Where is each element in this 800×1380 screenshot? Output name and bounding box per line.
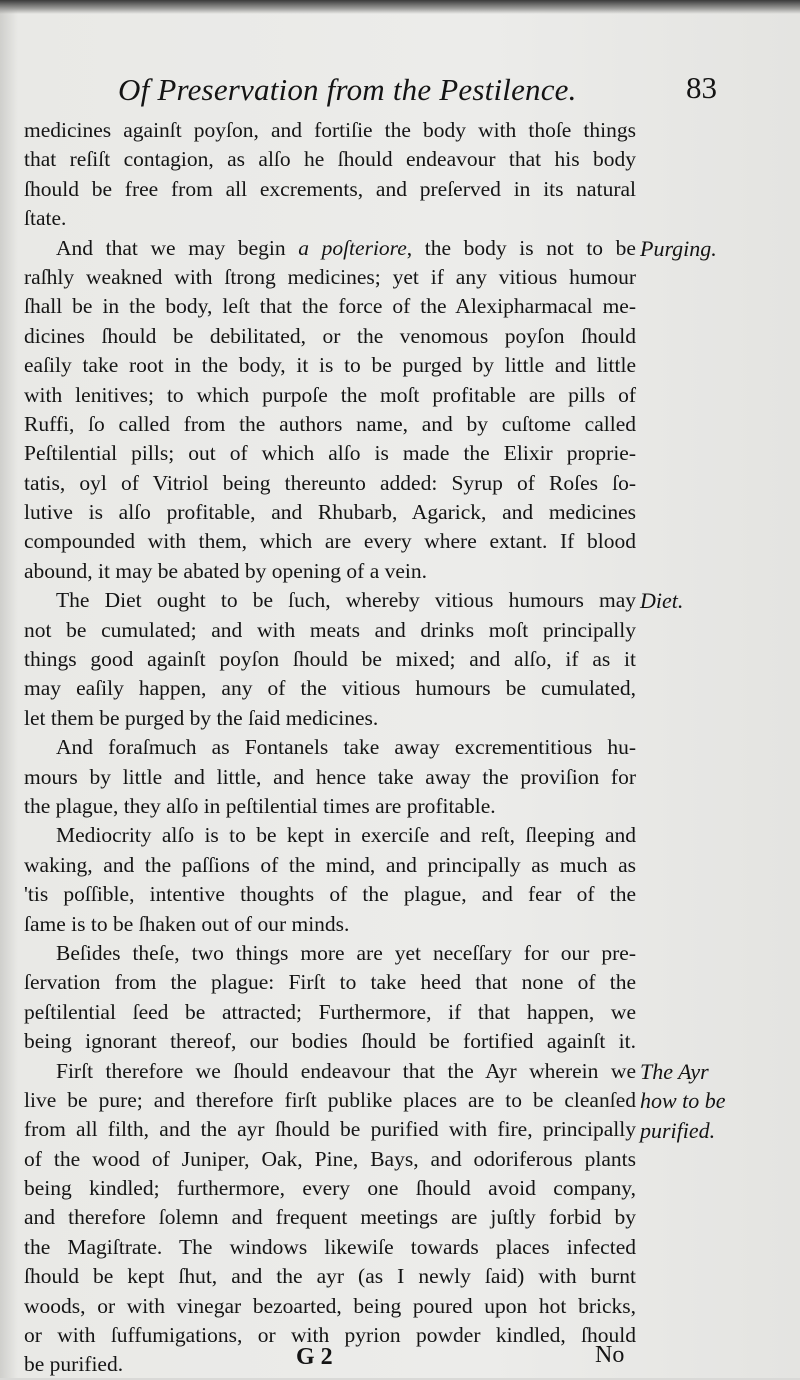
text-line: not be cumulated; and with meats and drinks moſt principally [24, 617, 636, 642]
text-line: the plague, they alſo in peſtilential times are profitable. [24, 793, 496, 818]
italic-phrase: a poſteriore [298, 235, 407, 260]
text-line: ſhall be in the body, leſt that the force of the Alexipharmacal me- [24, 294, 636, 319]
body-text [24, 116, 636, 1380]
text-line: The Diet ought to be ſuch, whereby vitious humours may [56, 588, 636, 613]
text-line: Firſt therefore we ſhould endeavour that the Ayr wherein we [56, 1058, 636, 1083]
text-line: ſtate. [24, 206, 67, 231]
text-line: or with ſuffumigations, or with pyrion powder kindled, ſhould [24, 1323, 636, 1348]
margin-note: Diet. [640, 588, 684, 614]
text-line: being ignorant thereof, our bodies ſhould be fortified againſt it. [24, 1029, 636, 1054]
text-line: being kindled; furthermore, every one ſhould avoid company, [24, 1176, 636, 1201]
text-line: be purified. [24, 1352, 124, 1377]
text-line: that reſiſt contagion, as alſo he ſhould endeavour that his body [24, 147, 636, 172]
text-line: waking, and the paſſions of the mind, and principally as much as [24, 852, 636, 877]
text-line: compounded with them, which are every where extant. If blood [24, 529, 636, 554]
text-line: woods, or with vinegar bezoarted, being poured upon hot bricks, [24, 1293, 636, 1318]
text-line: ſhould be free from all excrements, and preſerved in its natural [24, 176, 636, 201]
text-line: Beſides theſe, two things more are yet neceſſary for our pre- [56, 940, 636, 965]
text-line: and therefore ſolemn and frequent meetings are juſtly forbid by [24, 1205, 636, 1230]
text-line: abound, it may be abated by opening of a vein. [24, 558, 428, 583]
text-line: of the wood of Juniper, Oak, Pine, Bays, and odoriferous plants [24, 1146, 636, 1171]
margin-note: how to be [640, 1088, 726, 1114]
text-line: raſhly weakned with ſtrong medicines; yet if any vitious humour [24, 264, 636, 289]
text-line: Ruffi, ſo called from the authors name, and by cuſtome called [24, 411, 636, 436]
text-line: And that we may begin a poſteriore, the body is not to be [56, 235, 636, 260]
text-line: 'tis poſſible, intentive thoughts of the plague, and fear of the [24, 882, 636, 907]
margin-note: Purging. [640, 235, 717, 261]
margin-note: purified. [640, 1117, 716, 1143]
margin-note: The Ayr [640, 1058, 709, 1084]
text-line: ſame is to be ſhaken out of our minds. [24, 911, 350, 936]
text-line: may eaſily happen, any of the vitious humours be cumulated, [24, 676, 636, 701]
text-line: Peſtilential pills; out of which alſo is made the Elixir proprie- [24, 441, 636, 466]
text-line: dicines ſhould be debilitated, or the venomous poyſon ſhould [24, 323, 636, 348]
text-line: Mediocrity alſo is to be kept in exerciſe and reſt, ſleeping and [56, 823, 636, 848]
catchword: No [595, 1342, 625, 1368]
text-line: medicines againſt poyſon, and fortiſie the body with thoſe things [24, 118, 636, 142]
text-line: ſhould be kept ſhut, and the ayr (as I newly ſaid) with burnt [24, 1264, 636, 1289]
signature-mark: G 2 [296, 1344, 333, 1370]
text-line: And foraſmuch as Fontanels take away excrementitious hu- [56, 735, 636, 760]
text-line: things good againſt poyſon ſhould be mixed; and alſo, if as it [24, 647, 636, 672]
running-title: Of Preservation from the Pestilence. [118, 72, 577, 107]
text-line: eaſily take root in the body, it is to be purged by little and little [24, 353, 636, 378]
page-header [118, 66, 718, 110]
page-number: 83 [686, 70, 717, 105]
text-line: lutive is alſo profitable, and Rhubarb, Agarick, and medicines [24, 500, 636, 525]
text-line: mours by little and little, and hence take away the proviſion for [24, 764, 636, 789]
text-line: from all filth, and the ayr ſhould be purified with fire, principally [24, 1117, 636, 1142]
text-line: with lenitives; to which purpoſe the moſt profitable are pills of [24, 382, 636, 407]
text-line: ſervation from the plague: Firſt to take heed that none of the [24, 970, 636, 995]
text-line: peſtilential ſeed be attracted; Furthermore, if that happen, we [24, 999, 636, 1024]
text-line: live be pure; and therefore firſt publike places are to be cleanſed [24, 1087, 636, 1112]
text-line: tatis, oyl of Vitriol being thereunto added: Syrup of Roſes ſo- [24, 470, 636, 495]
text-line: the Magiſtrate. The windows likewiſe towards places infected [24, 1234, 636, 1259]
text-line: let them be purged by the ſaid medicines. [24, 705, 379, 730]
